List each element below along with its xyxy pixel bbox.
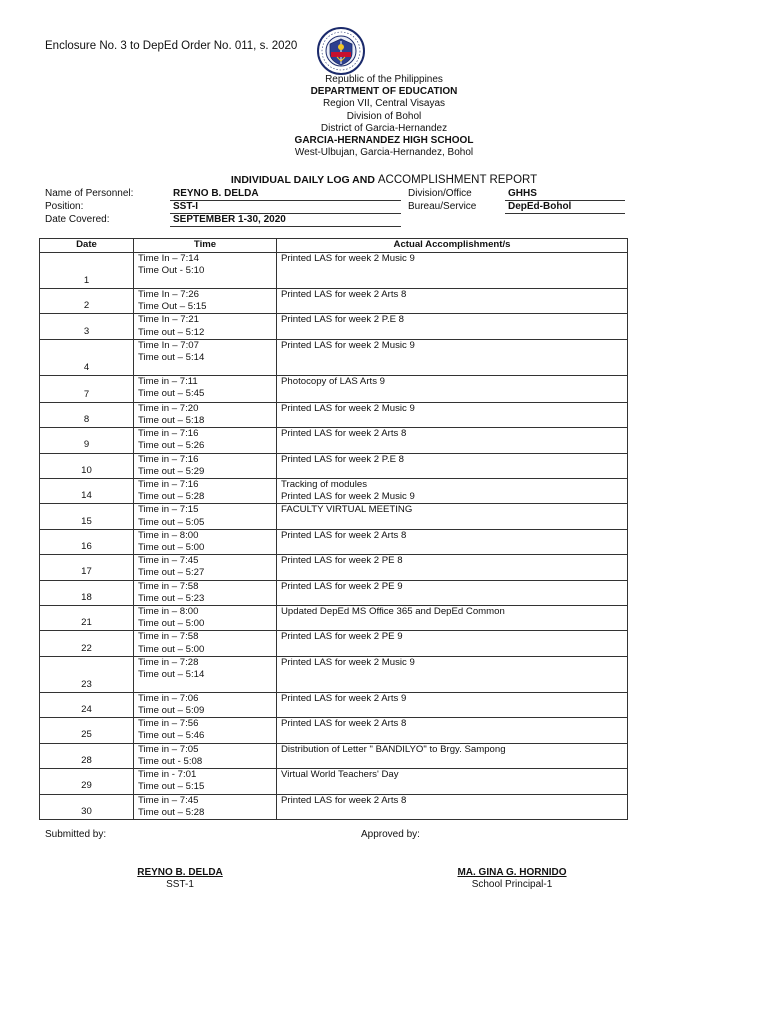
- table-row: [40, 428, 628, 453]
- row-time: [134, 504, 277, 529]
- table-row: [40, 656, 628, 692]
- row-date: 3: [40, 314, 134, 339]
- row-time: [134, 375, 277, 402]
- row-date: 28: [40, 743, 134, 768]
- row-time: [134, 253, 277, 289]
- header-district: District of Garcia-Hernandez: [320, 122, 448, 134]
- table-row: [40, 289, 628, 314]
- accomplishment-line: Printed LAS for week 2 Music 9: [281, 253, 415, 264]
- time-out: Time Out - 5:10: [138, 265, 205, 277]
- row-time: [134, 718, 277, 743]
- time-in: Time In – 7:14: [138, 253, 199, 264]
- row-time: [134, 479, 277, 504]
- row-accomplishment: [277, 555, 628, 580]
- row-accomplishment: [277, 580, 628, 605]
- school-header: [0, 74, 768, 159]
- report-title: [0, 174, 768, 186]
- time-out: Time Out – 5:15: [138, 301, 207, 313]
- row-date: 8: [40, 402, 134, 427]
- time-in: Time in – 8:00: [138, 606, 199, 618]
- accomplishment-line: Printed LAS for week 2 Arts 8: [281, 718, 407, 730]
- table-row: [40, 504, 628, 529]
- time-out: Time out – 5:18: [138, 415, 205, 427]
- row-date: 18: [40, 580, 134, 605]
- table-row: [40, 743, 628, 768]
- time-in: Time In – 7:26: [138, 289, 199, 300]
- table-row: [40, 253, 628, 289]
- accomplishment-line: FACULTY VIRTUAL MEETING: [281, 504, 413, 516]
- submitter-name: REYNO B. DELDA: [137, 867, 223, 878]
- row-time: [134, 769, 277, 794]
- header-region: Region VII, Central Visayas: [322, 98, 446, 110]
- table-row: [40, 794, 628, 819]
- table-row: [40, 606, 628, 631]
- accomplishment-line: Printed LAS for week 2 Arts 8: [281, 794, 407, 806]
- table-row: [40, 580, 628, 605]
- row-date: 2: [40, 289, 134, 314]
- time-out: Time out – 5:28: [138, 806, 205, 818]
- table-row: [40, 479, 628, 504]
- accomplishment-line: Printed LAS for week 2 Arts 8: [281, 289, 407, 300]
- accomplishment-line: Printed LAS for week 2 PE 9: [281, 580, 403, 592]
- time-in: Time in – 7:15: [138, 504, 199, 516]
- row-time: [134, 555, 277, 580]
- row-accomplishment: [277, 529, 628, 554]
- row-date: 15: [40, 504, 134, 529]
- time-out: Time out – 5:09: [138, 705, 205, 717]
- row-accomplishment: [277, 375, 628, 402]
- row-date: 24: [40, 692, 134, 717]
- time-out: Time out – 5:27: [138, 567, 205, 579]
- accomplishment-line: Printed LAS for week 2 Music 9: [281, 402, 415, 414]
- row-time: [134, 580, 277, 605]
- time-in: Time in - 7:01: [138, 769, 197, 781]
- row-date: 30: [40, 794, 134, 819]
- date-covered-value: SEPTEMBER 1-30, 2020: [170, 214, 401, 227]
- row-date: 4: [40, 339, 134, 375]
- deped-seal-logo: [308, 26, 374, 76]
- table-row: [40, 718, 628, 743]
- table-row: [40, 529, 628, 554]
- time-in: Time in – 7:16: [138, 479, 199, 491]
- time-out: Time out – 5:45: [138, 388, 205, 400]
- division-label: Division/Office: [408, 188, 472, 199]
- time-out: Time out – 5:46: [138, 730, 205, 742]
- time-out: Time out – 5:14: [138, 352, 205, 364]
- time-in: Time In – 7:07: [138, 339, 199, 351]
- row-date: 29: [40, 769, 134, 794]
- report-title-part2: ACCOMPLISHMENT REPORT: [377, 174, 538, 186]
- row-accomplishment: [277, 314, 628, 339]
- time-out: Time out – 5:00: [138, 643, 205, 655]
- row-time: [134, 314, 277, 339]
- row-date: 14: [40, 479, 134, 504]
- time-in: Time in – 7:58: [138, 631, 199, 643]
- row-date: 10: [40, 453, 134, 478]
- column-header-date: Date: [40, 239, 134, 253]
- row-time: [134, 339, 277, 375]
- row-accomplishment: [277, 718, 628, 743]
- row-date: 23: [40, 656, 134, 692]
- accomplishment-line: Printed LAS for week 2 Music 9: [281, 339, 415, 351]
- table-body: [40, 253, 628, 820]
- daily-log-table: [39, 238, 628, 820]
- row-accomplishment: [277, 428, 628, 453]
- row-accomplishment: [277, 743, 628, 768]
- accomplishment-line: Printed LAS for week 2 Music 9: [281, 656, 415, 668]
- division-value: GHHS: [505, 188, 625, 201]
- row-accomplishment: [277, 692, 628, 717]
- bureau-value: DepEd-Bohol: [505, 201, 625, 214]
- row-accomplishment: [277, 253, 628, 289]
- table-row: [40, 555, 628, 580]
- time-out: Time out - 5:08: [138, 755, 203, 767]
- time-in: Time in – 7:11: [138, 375, 198, 387]
- approver-position: School Principal-1: [471, 879, 553, 890]
- time-out: Time out – 5:15: [138, 781, 205, 793]
- time-out: Time out – 5:00: [138, 618, 205, 630]
- time-in: Time In – 7:21: [138, 314, 199, 326]
- time-out: Time out – 5:12: [138, 326, 205, 338]
- row-time: [134, 529, 277, 554]
- header-department: DEPARTMENT OF EDUCATION: [310, 86, 458, 98]
- accomplishment-line: Printed LAS for week 2 Arts 8: [281, 529, 407, 541]
- row-time: [134, 428, 277, 453]
- accomplishment-line: Printed LAS for week 2 Arts 9: [281, 692, 407, 704]
- row-time: [134, 631, 277, 656]
- time-out: Time out – 5:14: [138, 669, 205, 681]
- time-in: Time in – 7:06: [138, 692, 199, 704]
- accomplishment-line: Virtual World Teachers' Day: [281, 769, 399, 781]
- enclosure-reference: Enclosure No. 3 to DepEd Order No. 011, s. 2020: [45, 40, 298, 52]
- report-title-part1: INDIVIDUAL DAILY LOG AND: [230, 174, 378, 186]
- row-accomplishment: [277, 794, 628, 819]
- row-time: [134, 606, 277, 631]
- row-accomplishment: [277, 631, 628, 656]
- name-label: Name of Personnel:: [45, 188, 134, 199]
- time-in: Time in – 7:56: [138, 718, 199, 730]
- table-row: [40, 402, 628, 427]
- table-row: [40, 339, 628, 375]
- time-out: Time out – 5:05: [138, 516, 205, 528]
- time-in: Time in – 7:28: [138, 656, 199, 668]
- time-in: Time in – 7:45: [138, 794, 199, 806]
- row-accomplishment: [277, 656, 628, 692]
- time-out: Time out – 5:28: [138, 491, 205, 503]
- accomplishment-line: Printed LAS for week 2 P.E 8: [281, 453, 405, 465]
- row-time: [134, 402, 277, 427]
- header-school-name: GARCIA-HERNANDEZ HIGH SCHOOL: [294, 135, 474, 147]
- table-row: [40, 769, 628, 794]
- row-date: 7: [40, 375, 134, 402]
- header-republic: Republic of the Philippines: [325, 74, 443, 85]
- accomplishment-line: Printed LAS for week 2 PE 8: [281, 555, 403, 567]
- row-time: [134, 453, 277, 478]
- time-out: Time out – 5:29: [138, 465, 205, 477]
- table-row: [40, 314, 628, 339]
- row-date: 17: [40, 555, 134, 580]
- row-date: 1: [40, 253, 134, 289]
- row-accomplishment: [277, 479, 628, 504]
- position-value: SST-I: [170, 201, 401, 214]
- time-in: Time in – 8:00: [138, 529, 199, 541]
- time-out: Time out – 5:23: [138, 592, 205, 604]
- time-in: Time in – 7:58: [138, 580, 199, 592]
- row-date: 25: [40, 718, 134, 743]
- row-date: 9: [40, 428, 134, 453]
- row-accomplishment: [277, 769, 628, 794]
- row-accomplishment: [277, 504, 628, 529]
- accomplishment-line: Printed LAS for week 2 Music 9: [281, 491, 415, 503]
- row-accomplishment: [277, 339, 628, 375]
- time-in: Time in – 7:16: [138, 453, 199, 465]
- header-division: Division of Bohol: [346, 110, 422, 122]
- row-accomplishment: [277, 289, 628, 314]
- table-header-row: [40, 239, 628, 253]
- row-time: [134, 656, 277, 692]
- date-covered-label: Date Covered:: [45, 214, 110, 225]
- row-date: 16: [40, 529, 134, 554]
- accomplishment-line: Printed LAS for week 2 P.E 8: [281, 314, 405, 326]
- row-time: [134, 794, 277, 819]
- row-time: [134, 692, 277, 717]
- time-out: Time out – 5:00: [138, 542, 205, 554]
- time-in: Time in – 7:05: [138, 743, 199, 755]
- submitted-by-label: Submitted by:: [45, 829, 107, 840]
- table-row: [40, 692, 628, 717]
- row-accomplishment: [277, 402, 628, 427]
- submitter-position: SST-1: [166, 879, 194, 890]
- row-date: 21: [40, 606, 134, 631]
- column-header-accomplishment: Actual Accomplishment/s: [277, 239, 628, 253]
- row-time: [134, 289, 277, 314]
- row-accomplishment: [277, 606, 628, 631]
- row-date: 22: [40, 631, 134, 656]
- position-label: Position:: [45, 201, 84, 212]
- approver-name: MA. GINA G. HORNIDO: [457, 867, 567, 878]
- accomplishment-line: Tracking of modules: [281, 479, 368, 491]
- accomplishment-line: Printed LAS for week 2 Arts 8: [281, 428, 407, 440]
- time-in: Time in – 7:16: [138, 428, 199, 440]
- column-header-time: Time: [134, 239, 277, 253]
- time-out: Time out – 5:26: [138, 440, 205, 452]
- accomplishment-line: Distribution of Letter " BANDILYO" to Brgy. Sampong: [281, 743, 506, 755]
- row-time: [134, 743, 277, 768]
- time-in: Time in – 7:20: [138, 402, 199, 414]
- accomplishment-line: Photocopy of LAS Arts 9: [281, 375, 385, 387]
- row-accomplishment: [277, 453, 628, 478]
- accomplishment-line: Printed LAS for week 2 PE 9: [281, 631, 403, 643]
- table-row: [40, 453, 628, 478]
- accomplishment-line: Updated DepEd MS Office 365 and DepEd Common: [281, 606, 505, 618]
- header-school-address: West-Ulbujan, Garcia-Hernandez, Bohol: [294, 147, 474, 159]
- name-value: REYNO B. DELDA: [170, 188, 401, 201]
- approved-by-label: Approved by:: [361, 829, 420, 840]
- time-in: Time in – 7:45: [138, 555, 199, 567]
- table-row: [40, 631, 628, 656]
- bureau-label: Bureau/Service: [408, 201, 477, 212]
- table-row: [40, 375, 628, 402]
